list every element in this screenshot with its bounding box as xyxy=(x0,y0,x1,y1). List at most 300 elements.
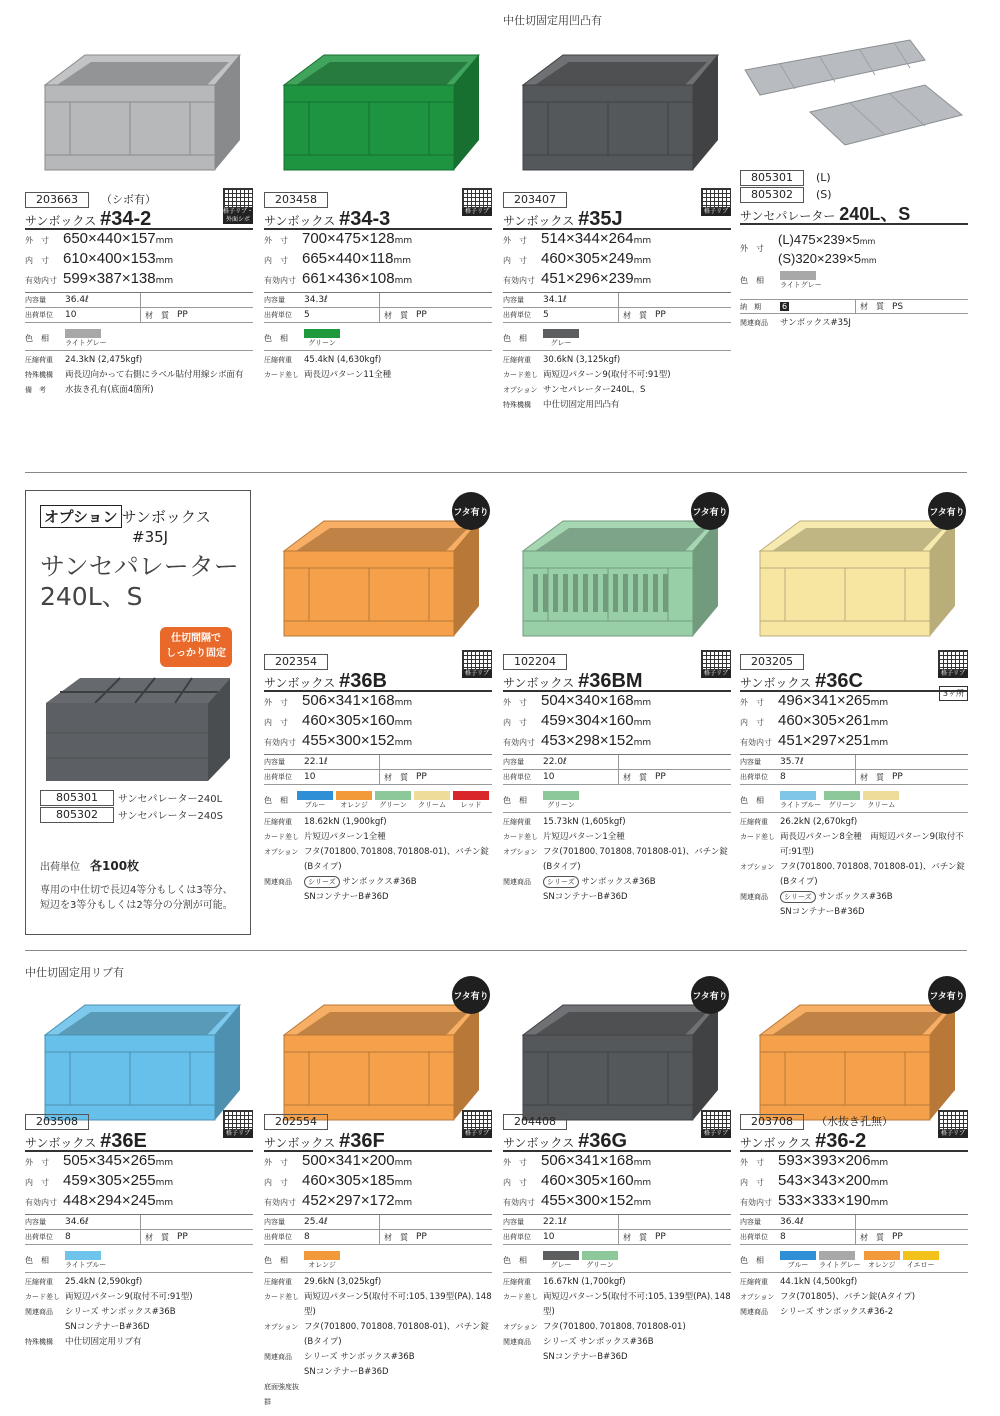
lid-badge xyxy=(928,976,966,1014)
color-row xyxy=(503,785,731,813)
capacity-row xyxy=(503,293,731,308)
spec-row xyxy=(25,1335,253,1350)
spec-value: 30.6kN (3,125kgf) xyxy=(543,355,621,365)
spec-value: 片短辺パターン1全種 xyxy=(304,832,386,842)
product-name xyxy=(740,1130,968,1152)
unit-row xyxy=(740,770,968,785)
color-label: 色 相 xyxy=(740,796,764,805)
option-tag: オプション xyxy=(40,505,122,528)
product-name xyxy=(503,1130,731,1152)
unit-mm: mm xyxy=(155,1178,174,1188)
grid-rib-icon xyxy=(223,188,254,223)
material-value: PP xyxy=(416,772,427,782)
spec-label: カード差し xyxy=(25,1293,60,1301)
lid-badge xyxy=(452,976,490,1014)
dim-value: 505×345×265 xyxy=(63,1152,156,1169)
capacity-label: 内容量 xyxy=(264,758,285,766)
spec-label: 関連商品 xyxy=(264,1353,292,1361)
capacity-value: 22.1ℓ xyxy=(304,755,380,769)
dim-outer xyxy=(264,692,492,712)
unit-mm: mm xyxy=(394,718,413,728)
related-1: サンボックス#36B xyxy=(342,877,417,887)
related-row xyxy=(264,890,492,905)
color-label: 色 相 xyxy=(503,1256,527,1265)
unit-mm: mm xyxy=(394,276,413,286)
model-number: 240L、S xyxy=(839,204,911,224)
unit-mm: mm xyxy=(155,276,174,286)
unit-row xyxy=(25,308,253,323)
unit-mm: mm xyxy=(633,718,652,728)
spec-value: 両短辺パターン5(取付不可:105､139型(PA)､148型) xyxy=(304,1292,492,1317)
dim-effective xyxy=(503,270,731,290)
dim-label: 外 寸 xyxy=(503,698,527,707)
spec-value: フタ(701800､701808､701808-01)、バチン錠(Bタイプ) xyxy=(304,847,489,872)
dim-label: 有効内寸 xyxy=(264,276,296,285)
color-name: クリーム xyxy=(418,801,446,809)
dim-value: 455×300×152 xyxy=(541,1192,634,1209)
dim-value: 451×296×239 xyxy=(541,270,634,287)
model-number: #36C xyxy=(815,670,863,692)
series-tag: シリーズ xyxy=(543,876,579,888)
dim-inner xyxy=(264,250,492,270)
bubble-line1: 仕切間隔で xyxy=(171,633,221,644)
dim-label: 有効内寸 xyxy=(503,276,535,285)
code-805301: 805301 xyxy=(740,170,804,186)
section-divider xyxy=(25,472,967,473)
dim-label: 有効内寸 xyxy=(264,738,296,747)
name-prefix: サンボックス xyxy=(264,676,336,690)
capacity-value: 22.0ℓ xyxy=(543,755,619,769)
spec-label: カード差し xyxy=(264,1293,299,1301)
capacity-value: 35.7ℓ xyxy=(780,755,856,769)
spec-row xyxy=(25,1305,253,1320)
code-note-l: (L) xyxy=(816,171,831,184)
product-info xyxy=(740,1110,968,1320)
dim-label: 有効内寸 xyxy=(740,738,772,747)
spec-value: フタ(701800､701808､701808-01)、バチン錠(Bタイプ) xyxy=(304,1322,489,1347)
capacity-row xyxy=(264,1215,492,1230)
material-label: 材 質 xyxy=(623,1232,647,1242)
material-label: 材 質 xyxy=(623,310,647,320)
dim-label: 外 寸 xyxy=(503,1158,527,1167)
unit-label: 出荷単位 xyxy=(503,311,531,319)
unit-mm: mm xyxy=(155,1158,174,1168)
name-prefix: サンボックス xyxy=(264,214,336,228)
unit-mm: mm xyxy=(155,236,174,246)
code-label: サンセパレーター240L xyxy=(118,794,223,805)
dim-value: 460×305×261 xyxy=(778,712,871,729)
color-swatch xyxy=(824,791,860,810)
unit-mm: mm xyxy=(155,256,174,266)
spec-value: 26.2kN (2,670kgf) xyxy=(780,817,858,827)
spec-row xyxy=(503,1290,731,1320)
dim-outer xyxy=(264,1152,492,1172)
capacity-label: 内容量 xyxy=(740,758,761,766)
grid-rib-label: 格子リブ xyxy=(701,1130,731,1138)
capacity-row xyxy=(740,1215,968,1230)
unit-label: 出荷単位 xyxy=(264,311,292,319)
color-swatch xyxy=(65,329,107,348)
dim-value: 452×297×172 xyxy=(302,1192,395,1209)
color-row xyxy=(740,785,968,813)
spec-list xyxy=(740,815,968,920)
spec-value: 両短辺パターン5(取付不可:105､139型(PA)､148型) xyxy=(543,1292,731,1317)
unit-label: 出荷単位 xyxy=(40,862,80,873)
dim-label: 外 寸 xyxy=(503,236,527,245)
dim-value: 460×305×185 xyxy=(302,1172,395,1189)
unit-row xyxy=(264,770,492,785)
option-title1: サンセパレーター xyxy=(40,552,239,581)
spec-row xyxy=(25,1320,253,1335)
spec-value: フタ(701800､701808､701808-01) xyxy=(543,1322,686,1332)
product-info xyxy=(264,1110,492,1410)
dim-label: 内 寸 xyxy=(503,718,527,727)
grid-rib-icon xyxy=(462,188,492,218)
dim-value: 459×304×160 xyxy=(541,712,634,729)
option-note: 専用の中仕切で長辺4等分もしくは3等分、短辺を3等分もしくは2等分の分割が可能。 xyxy=(40,885,233,911)
color-label: 色 相 xyxy=(264,1256,288,1265)
unit-mm: mm xyxy=(393,256,412,266)
spec-row xyxy=(264,1350,492,1365)
spec-value: 16.67kN (1,700kgf) xyxy=(543,1277,626,1287)
spec-row xyxy=(503,830,731,845)
model-number: #36BM xyxy=(578,670,643,692)
product-name xyxy=(740,670,968,692)
material-label: 材 質 xyxy=(860,302,884,311)
spec-row xyxy=(264,845,492,875)
dim-label: 有効内寸 xyxy=(264,1198,296,1207)
product-name xyxy=(503,670,731,692)
color-name: グリーン xyxy=(308,339,336,347)
capacity-label: 内容量 xyxy=(25,296,46,304)
unit-mm: mm xyxy=(859,237,876,246)
spec-list xyxy=(264,815,492,905)
spec-row xyxy=(25,1290,253,1305)
spec-value: 両短辺パターン9(取付不可:91型) xyxy=(543,370,671,380)
related-2: SNコンテナーB#36D xyxy=(780,907,865,917)
dim-label: 外 寸 xyxy=(264,1158,288,1167)
color-name: ライトグレー xyxy=(780,281,822,289)
product-info xyxy=(264,188,492,383)
product-code: 202554 xyxy=(264,1114,328,1130)
spec-row xyxy=(740,815,968,830)
dim-outer xyxy=(740,692,968,712)
capacity-row xyxy=(264,755,492,770)
related-1: サンボックス#36B xyxy=(818,892,893,902)
spec-label: 圧縮荷重 xyxy=(25,356,53,364)
spec-value: 24.3kN (2,475kgf) xyxy=(65,355,143,365)
unit-row xyxy=(740,1230,968,1245)
unit-row xyxy=(264,1230,492,1245)
spec-row xyxy=(740,830,968,860)
color-row xyxy=(740,1245,968,1273)
dim-value: 459×305×255 xyxy=(63,1172,156,1189)
spec-label: 備 考 xyxy=(25,386,46,394)
unit-label: 出荷単位 xyxy=(264,1233,292,1241)
dim-effective xyxy=(264,1192,492,1212)
code-note: （シボ有） xyxy=(101,193,156,206)
unit-mm: mm xyxy=(633,276,652,286)
dim-value: 453×298×152 xyxy=(541,732,634,749)
spec-row xyxy=(503,398,731,413)
spec-label: 圧縮荷重 xyxy=(264,818,292,826)
code-note: （水抜き孔無） xyxy=(816,1115,893,1128)
color-swatch xyxy=(336,791,372,810)
dim-effective xyxy=(503,732,731,752)
option-photo xyxy=(40,673,236,783)
color-row xyxy=(264,1245,492,1273)
related-label: 関連商品 xyxy=(264,878,292,886)
spec-label xyxy=(25,1320,65,1335)
spec-row xyxy=(740,860,968,890)
dim-label: 外 寸 xyxy=(264,236,288,245)
option-bubble xyxy=(160,627,232,667)
material-value: PP xyxy=(655,310,666,320)
related-row xyxy=(740,905,968,920)
capacity-row xyxy=(25,1215,253,1230)
product-name xyxy=(264,1130,492,1152)
code-805302: 805302 xyxy=(740,187,804,203)
spec-row xyxy=(264,1275,492,1290)
spec-value: SNコンテナーB#36D xyxy=(65,1322,150,1332)
dim-value: 661×436×108 xyxy=(302,270,395,287)
dim-label: 内 寸 xyxy=(25,256,49,265)
dim-label: 有効内寸 xyxy=(25,1198,57,1207)
series-tag: シリーズ xyxy=(780,891,816,903)
spec-row xyxy=(264,368,492,383)
color-swatch xyxy=(582,1251,618,1270)
outer-dims xyxy=(740,231,968,265)
model-number: #36-2 xyxy=(815,1130,867,1152)
dim-inner xyxy=(264,1172,492,1192)
spec-value: フタ(701805)、バチン錠(Aタイプ) xyxy=(780,1292,916,1302)
unit-mm: mm xyxy=(870,1158,889,1168)
dim-effective xyxy=(264,270,492,290)
related-row xyxy=(740,890,968,905)
spec-value: 15.73kN (1,605kgf) xyxy=(543,817,626,827)
spec-row xyxy=(25,353,253,368)
spec-value: SNコンテナーB#36D xyxy=(543,1352,628,1362)
color-name: レッド xyxy=(460,801,482,809)
spec-value: SNコンテナーB#36D xyxy=(304,1367,389,1377)
row-1 xyxy=(0,0,1000,470)
dim-inner xyxy=(740,712,968,732)
spec-row xyxy=(740,1305,968,1320)
color-swatch xyxy=(864,1251,900,1270)
unit-mm: mm xyxy=(394,698,413,708)
spec-value: 44.1kN (4,500kgf) xyxy=(780,1277,858,1287)
dim-value: 610×400×153 xyxy=(63,250,156,267)
lid-badge-label: フタ有り xyxy=(453,991,489,1002)
option-sub1: サンボックス xyxy=(121,508,211,526)
dim-inner xyxy=(264,712,492,732)
dim-value: 451×297×251 xyxy=(778,732,871,749)
spec-label: 底面強度抜群 xyxy=(264,1383,299,1406)
lid-badge xyxy=(452,492,490,530)
capacity-value: 34.3ℓ xyxy=(304,293,380,307)
capacity-label: 内容量 xyxy=(503,758,524,766)
spec-value: 29.6kN (3,025kgf) xyxy=(304,1277,382,1287)
dim-label: 内 寸 xyxy=(25,1178,49,1187)
product-name xyxy=(25,208,253,230)
product-info xyxy=(503,188,731,413)
color-swatch xyxy=(543,791,579,810)
dim-outer xyxy=(503,692,731,712)
material-label: 材 質 xyxy=(860,1232,884,1242)
product-photo xyxy=(25,30,253,195)
unit-value: 8 xyxy=(304,1230,380,1244)
capacity-row xyxy=(264,293,492,308)
dim-value: 448×294×245 xyxy=(63,1192,156,1209)
spec-value: サンセパレーター240L、S xyxy=(543,385,646,395)
product-code: 203407 xyxy=(503,192,567,208)
unit-value: 8 xyxy=(780,1230,856,1244)
color-swatch xyxy=(780,791,821,810)
unit-mm: mm xyxy=(633,738,652,748)
name-prefix: サンボックス xyxy=(740,1136,812,1150)
color-name: グレー xyxy=(550,1261,572,1269)
top-label-36e: 中仕切固定用リブ有 xyxy=(25,966,124,979)
color-swatch xyxy=(304,329,340,348)
grid-rib-label: 格子リブ xyxy=(462,208,492,216)
unit-label: 出荷単位 xyxy=(503,773,531,781)
dim-value: 514×344×264 xyxy=(541,230,634,247)
spec-row xyxy=(264,1320,492,1350)
product-photo xyxy=(503,30,731,195)
capacity-label: 内容量 xyxy=(264,296,285,304)
grid-rib-label: 格子リブ xyxy=(223,1130,253,1138)
spec-list xyxy=(25,353,253,398)
unit-row xyxy=(503,1230,731,1245)
spec-label: カード差し xyxy=(503,833,538,841)
related-1: サンボックス#36B xyxy=(581,877,656,887)
capacity-label: 内容量 xyxy=(503,296,524,304)
nohin-value: 6 xyxy=(782,302,788,311)
spec-label: 圧縮荷重 xyxy=(740,818,768,826)
unit-mm: mm xyxy=(633,1178,652,1188)
lid-badge-label: フタ有り xyxy=(929,507,965,518)
unit-value: 5 xyxy=(543,308,619,322)
grid-rib-label: 格子リブ xyxy=(701,208,731,216)
related-label: 関連商品 xyxy=(503,878,531,886)
spec-value: シリーズ サンボックス#36-2 xyxy=(780,1307,894,1317)
grid-rib-icon xyxy=(701,188,731,218)
unit-mm: mm xyxy=(870,698,889,708)
dim-value: 455×300×152 xyxy=(302,732,395,749)
model-number: #36E xyxy=(100,1130,147,1152)
spec-value: 中仕切固定用リブ有 xyxy=(65,1337,142,1347)
product-name xyxy=(264,208,492,230)
dim-inner xyxy=(25,1172,253,1192)
spec-row xyxy=(503,383,731,398)
capacity-value: 22.1ℓ xyxy=(543,1215,619,1229)
product-name xyxy=(740,203,968,225)
dim-value: 593×393×206 xyxy=(778,1152,871,1169)
capacity-row xyxy=(740,755,968,770)
code-label: サンセパレーター240S xyxy=(118,811,223,822)
spec-value: 両長辺向かって右側にラベル貼付用線シボ面有 xyxy=(65,370,244,380)
spec-list xyxy=(503,353,731,413)
spec-value: シリーズ サンボックス#36B xyxy=(543,1337,654,1347)
dim-value: 533×333×190 xyxy=(778,1192,871,1209)
dim-value: 506×341×168 xyxy=(302,692,395,709)
model-number: #35J xyxy=(578,208,623,230)
product-code: 203663 xyxy=(25,192,89,208)
spec-list xyxy=(503,815,731,905)
capacity-label: 内容量 xyxy=(503,1218,524,1226)
capacity-value: 25.4ℓ xyxy=(304,1215,380,1229)
product-code: 203458 xyxy=(264,192,328,208)
spec-label: オプション xyxy=(740,1293,775,1301)
spec-label: 特殊機構 xyxy=(25,1338,53,1346)
model-number: #36B xyxy=(339,670,387,692)
color-name: ブルー xyxy=(304,801,326,809)
spec-value: シリーズ サンボックス#36B xyxy=(304,1352,415,1362)
spec-list xyxy=(503,1275,731,1365)
color-name: ライトグレー xyxy=(819,1261,861,1269)
spec-label: 圧縮荷重 xyxy=(503,818,531,826)
spec-label: カード差し xyxy=(503,1293,538,1301)
option-unit xyxy=(40,857,139,874)
spec-label: カード差し xyxy=(503,371,538,379)
material-value: PP xyxy=(892,1232,903,1242)
color-name: グリーン xyxy=(828,801,857,809)
color-row xyxy=(503,323,731,351)
related-2: SNコンテナーB#36D xyxy=(304,892,389,902)
spec-value: 両長辺パターン11全種 xyxy=(304,370,392,380)
product-info xyxy=(503,1110,731,1365)
dim-label: 外 寸 xyxy=(740,698,764,707)
material-label: 材 質 xyxy=(623,772,647,782)
dim-value: 496×341×265 xyxy=(778,692,871,709)
lid-badge-label: フタ有り xyxy=(929,991,965,1002)
product-info xyxy=(25,188,253,398)
dim-value: 543×343×200 xyxy=(778,1172,871,1189)
lid-badge xyxy=(928,492,966,530)
option-sub2: #35J xyxy=(132,528,169,546)
spec-label: 圧縮荷重 xyxy=(25,1278,53,1286)
name-prefix: サンボックス xyxy=(503,214,575,228)
related-row xyxy=(503,890,731,905)
option-codes xyxy=(40,789,223,823)
spec-row xyxy=(503,1320,731,1335)
unit-label: 出荷単位 xyxy=(264,773,292,781)
related-2: SNコンテナーB#36D xyxy=(543,892,628,902)
spec-value: フタ(701800､701808､701808-01)、バチン錠(Bタイプ) xyxy=(543,847,728,872)
option-title2: 240L、S xyxy=(40,582,143,611)
color-name: グリーン xyxy=(586,1261,614,1269)
spec-list xyxy=(264,353,492,383)
spec-row xyxy=(264,353,492,368)
material-value: PP xyxy=(416,310,427,320)
dim-outer xyxy=(503,230,731,250)
color-label: 色 相 xyxy=(25,334,49,343)
name-prefix: サンボックス xyxy=(25,214,97,228)
spec-label: 関連商品 xyxy=(740,1308,768,1316)
product-photo xyxy=(264,30,492,195)
color-name: オレンジ xyxy=(867,1261,896,1269)
spec-row xyxy=(264,1290,492,1320)
material-value: PS xyxy=(892,301,904,312)
dim-outer xyxy=(503,1152,731,1172)
capacity-value: 34.1ℓ xyxy=(543,293,619,307)
product-code: 204408 xyxy=(503,1114,567,1130)
extra-badge: 3ヶ所 xyxy=(939,686,968,701)
material-label: 材 質 xyxy=(384,1232,408,1242)
capacity-row xyxy=(503,755,731,770)
separator-info xyxy=(740,166,968,331)
spec-label: 圧縮荷重 xyxy=(740,1278,768,1286)
